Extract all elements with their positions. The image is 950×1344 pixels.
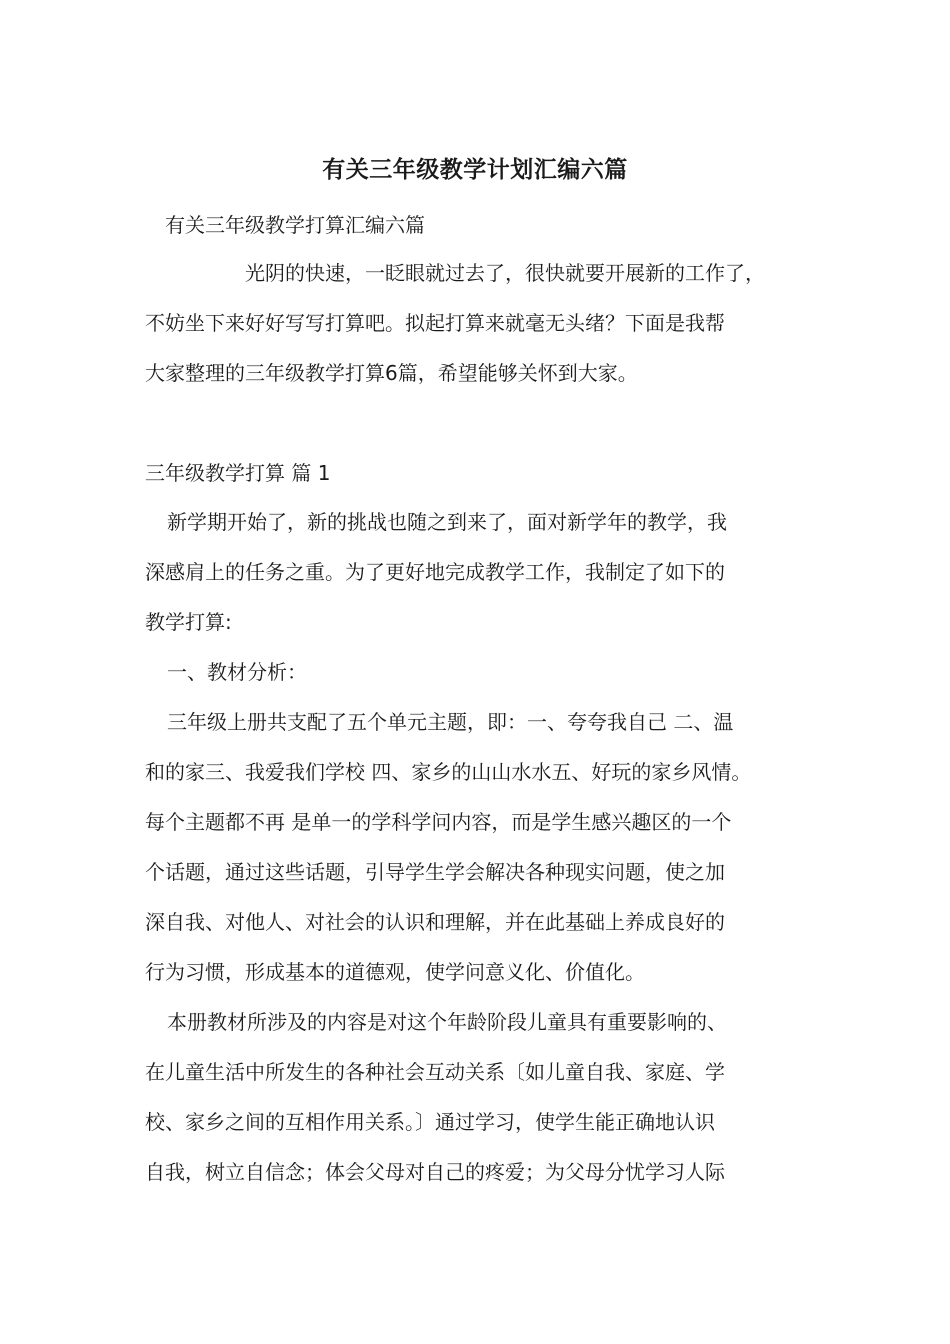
paragraph-line: 每个主题都不再 是单一的学科学问内容，而是学生感兴趣区的一个: [145, 810, 732, 834]
paragraph-line: 三年级上册共支配了五个单元主题，即：一、夸夸我自己 二、温: [167, 710, 734, 734]
paragraph-line: 新学期开始了，新的挑战也随之到来了，面对新学年的教学，我: [167, 510, 727, 534]
intro-line: 大家整理的三年级教学打算6篇，希望能够关怀到大家。: [145, 361, 638, 385]
paragraph-line: 教学打算:: [145, 610, 232, 634]
paragraph-line: 在儿童生活中所发生的各种社会互动关系〔如儿童自我、家庭、学: [145, 1060, 725, 1084]
document-title: 有关三年级教学计划汇编六篇: [322, 157, 628, 183]
intro-paragraph: [145, 248, 820, 398]
paragraph-line: 自我，树立自信念；体会父母对自己的疼爱；为父母分忧学习人际: [145, 1160, 725, 1184]
paragraph-3: [145, 997, 820, 1197]
paragraph-line: 行为习惯，形成基本的道德观，使学问意义化、价值化。: [145, 960, 645, 984]
section-heading: 三年级教学打算 篇 1: [145, 461, 331, 485]
paragraph-line: 本册教材所涉及的内容是对这个年龄阶段儿童具有重要影响的、: [167, 1010, 727, 1034]
paragraph-line: 个话题，通过这些话题，引导学生学会解决各种现实问题，使之加: [145, 860, 725, 884]
paragraph-line: 和的家三、我爱我们学校 四、家乡的山山水水五、好玩的家乡风情。: [145, 760, 752, 784]
sub-heading-block: [145, 647, 820, 697]
intro-line: 光阴的快速，一眨眼就过去了，很快就要开展新的工作了，: [245, 261, 765, 285]
sub-heading: 一、教材分析：: [167, 660, 307, 684]
paragraph-line: 校、家乡之间的互相作用关系。〕通过学习，使学生能正确地认识: [145, 1110, 715, 1134]
paragraph-line: 深自我、对他人、对社会的认识和理解，并在此基础上养成良好的: [145, 910, 725, 934]
paragraph-2: [145, 697, 820, 997]
paragraph-1: [145, 497, 820, 647]
intro-line: 不妨坐下来好好写写打算吧。拟起打算来就毫无头绪？下面是我帮: [145, 311, 725, 335]
document-subtitle: 有关三年级教学打算汇编六篇: [165, 213, 425, 237]
paragraph-line: 深感肩上的任务之重。为了更好地完成教学工作，我制定了如下的: [145, 560, 725, 584]
